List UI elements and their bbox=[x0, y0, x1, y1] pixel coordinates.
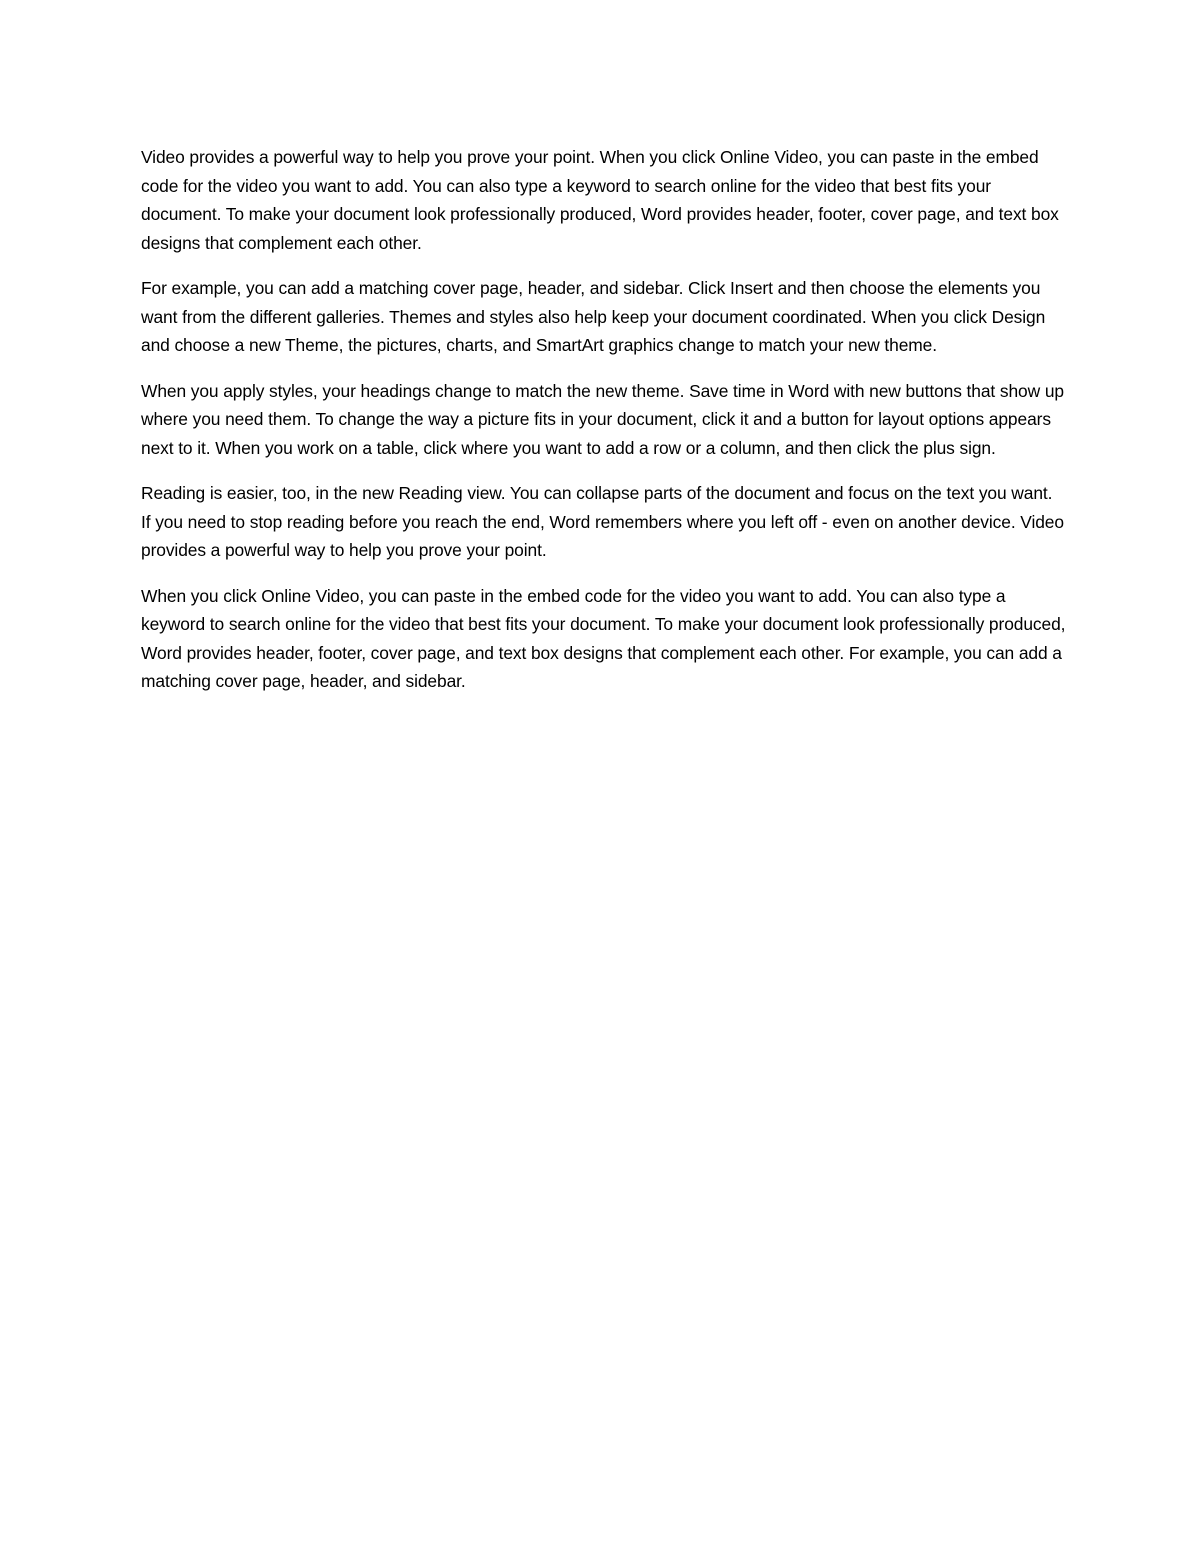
paragraph-1: Video provides a powerful way to help you prove your point. When you click Online Video, you can paste in the embed code for the video you want to add. You can also type a keyword to search online for the video that best fits your document. To make your document look professionally produced, Word provides header, footer, cover page, and text box designs that complement each other. bbox=[141, 147, 1059, 253]
paragraph-4: Reading is easier, too, in the new Reading view. You can collapse parts of the document and focus on the text you want. If you need to stop reading before you reach the end, Word remembers where you left off - even on another device. Video provides a powerful way to help you prove your point. bbox=[141, 483, 1064, 560]
paragraph-3: When you apply styles, your headings change to match the new theme. Save time in Word with new buttons that show up where you need them. To change the way a picture fits in your document, click it and a button for layout options appears next to it. When you work on a table, click where you want to add a row or a column, and then click the plus sign. bbox=[141, 380, 1064, 458]
document-body bbox=[141, 143, 1066, 713]
paragraph-2: For example, you can add a matching cover page, header, and sidebar. Click Insert and then choose the elements you want from the different galleries. Themes and styles also help keep your document coordinated. When you click Design and choose a new Theme, the pictures, charts, and SmartArt graphics change to match your new theme. bbox=[141, 278, 1046, 355]
paragraph-5: When you click Online Video, you can paste in the embed code for the video you want to add. You can also type a keyword to search online for the video that best fits your document. To make your document look professionally produced, Word provides header, footer, cover page, and text box designs that complement each other. For example, you can add a matching cover page, header, and sidebar. bbox=[141, 585, 1066, 691]
